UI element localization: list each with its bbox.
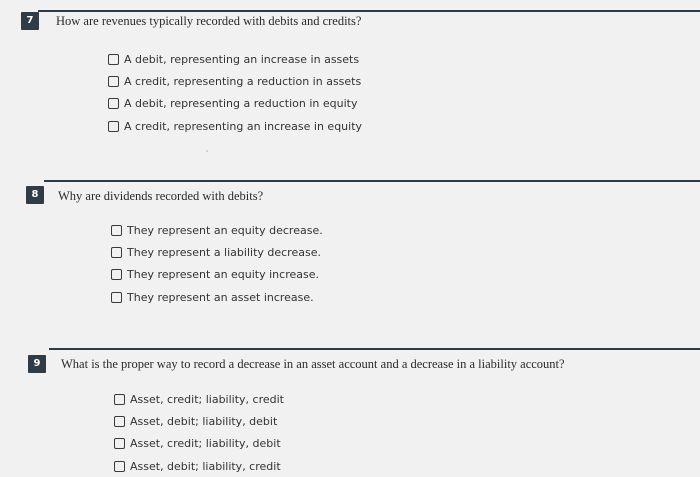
radio-button[interactable] — [114, 461, 125, 472]
answer-option-a[interactable] — [108, 48, 362, 70]
answer-option-d[interactable] — [111, 286, 323, 308]
question-7 — [0, 0, 700, 170]
answer-options — [114, 388, 284, 477]
answer-option-label: Asset, credit; liability, debit — [130, 437, 281, 451]
radio-button[interactable] — [114, 438, 125, 449]
answer-option-b[interactable] — [108, 70, 362, 92]
radio-button[interactable] — [114, 416, 125, 427]
radio-button[interactable] — [108, 76, 119, 87]
question-number-badge: 7 — [21, 12, 39, 30]
radio-button[interactable] — [111, 269, 122, 280]
question-divider — [38, 10, 700, 12]
answer-option-label: A credit, representing an increase in equity — [124, 119, 363, 133]
answer-options — [108, 48, 362, 137]
question-9 — [0, 340, 700, 476]
radio-button[interactable] — [108, 54, 119, 65]
question-divider — [49, 348, 700, 350]
answer-option-c[interactable] — [111, 264, 323, 286]
answer-option-a[interactable] — [111, 219, 323, 241]
answer-option-label: They represent a liability decrease. — [127, 245, 321, 259]
answer-options — [111, 219, 323, 308]
question-8 — [0, 170, 700, 340]
answer-option-label: A credit, representing a reduction in assets — [124, 74, 362, 88]
radio-button[interactable] — [108, 98, 119, 109]
question-divider — [44, 180, 700, 182]
answer-option-b[interactable] — [114, 410, 284, 432]
question-number-badge: 9 — [28, 355, 46, 373]
answer-option-label: A debit, representing a reduction in equity — [124, 97, 358, 111]
radio-button[interactable] — [111, 247, 122, 258]
answer-option-label: Asset, debit; liability, debit — [130, 414, 278, 428]
question-number-badge: 8 — [26, 186, 44, 204]
question-text: Why are dividends recorded with debits? — [58, 189, 264, 203]
radio-button[interactable] — [114, 394, 125, 405]
answer-option-d[interactable] — [114, 455, 284, 477]
answer-option-d[interactable] — [108, 115, 362, 137]
radio-button[interactable] — [108, 121, 119, 132]
question-text: How are revenues typically recorded with debits and credits? — [56, 14, 362, 28]
answer-option-label: Asset, credit; liability, credit — [130, 392, 284, 406]
answer-option-a[interactable] — [114, 388, 284, 410]
answer-option-label: They represent an equity decrease. — [127, 223, 323, 237]
answer-option-label: They represent an equity increase. — [127, 268, 319, 282]
answer-option-label: Asset, debit; liability, credit — [130, 459, 281, 473]
decorative-dot — [206, 150, 208, 152]
radio-button[interactable] — [111, 225, 122, 236]
answer-option-label: They represent an asset increase. — [127, 290, 314, 304]
radio-button[interactable] — [111, 292, 122, 303]
answer-option-c[interactable] — [108, 93, 362, 115]
answer-option-c[interactable] — [114, 433, 284, 455]
question-text: What is the proper way to record a decrease in an asset account and a decrease in a liability account? — [61, 357, 565, 371]
answer-option-b[interactable] — [111, 241, 323, 263]
answer-option-label: A debit, representing an increase in assets — [124, 52, 360, 66]
